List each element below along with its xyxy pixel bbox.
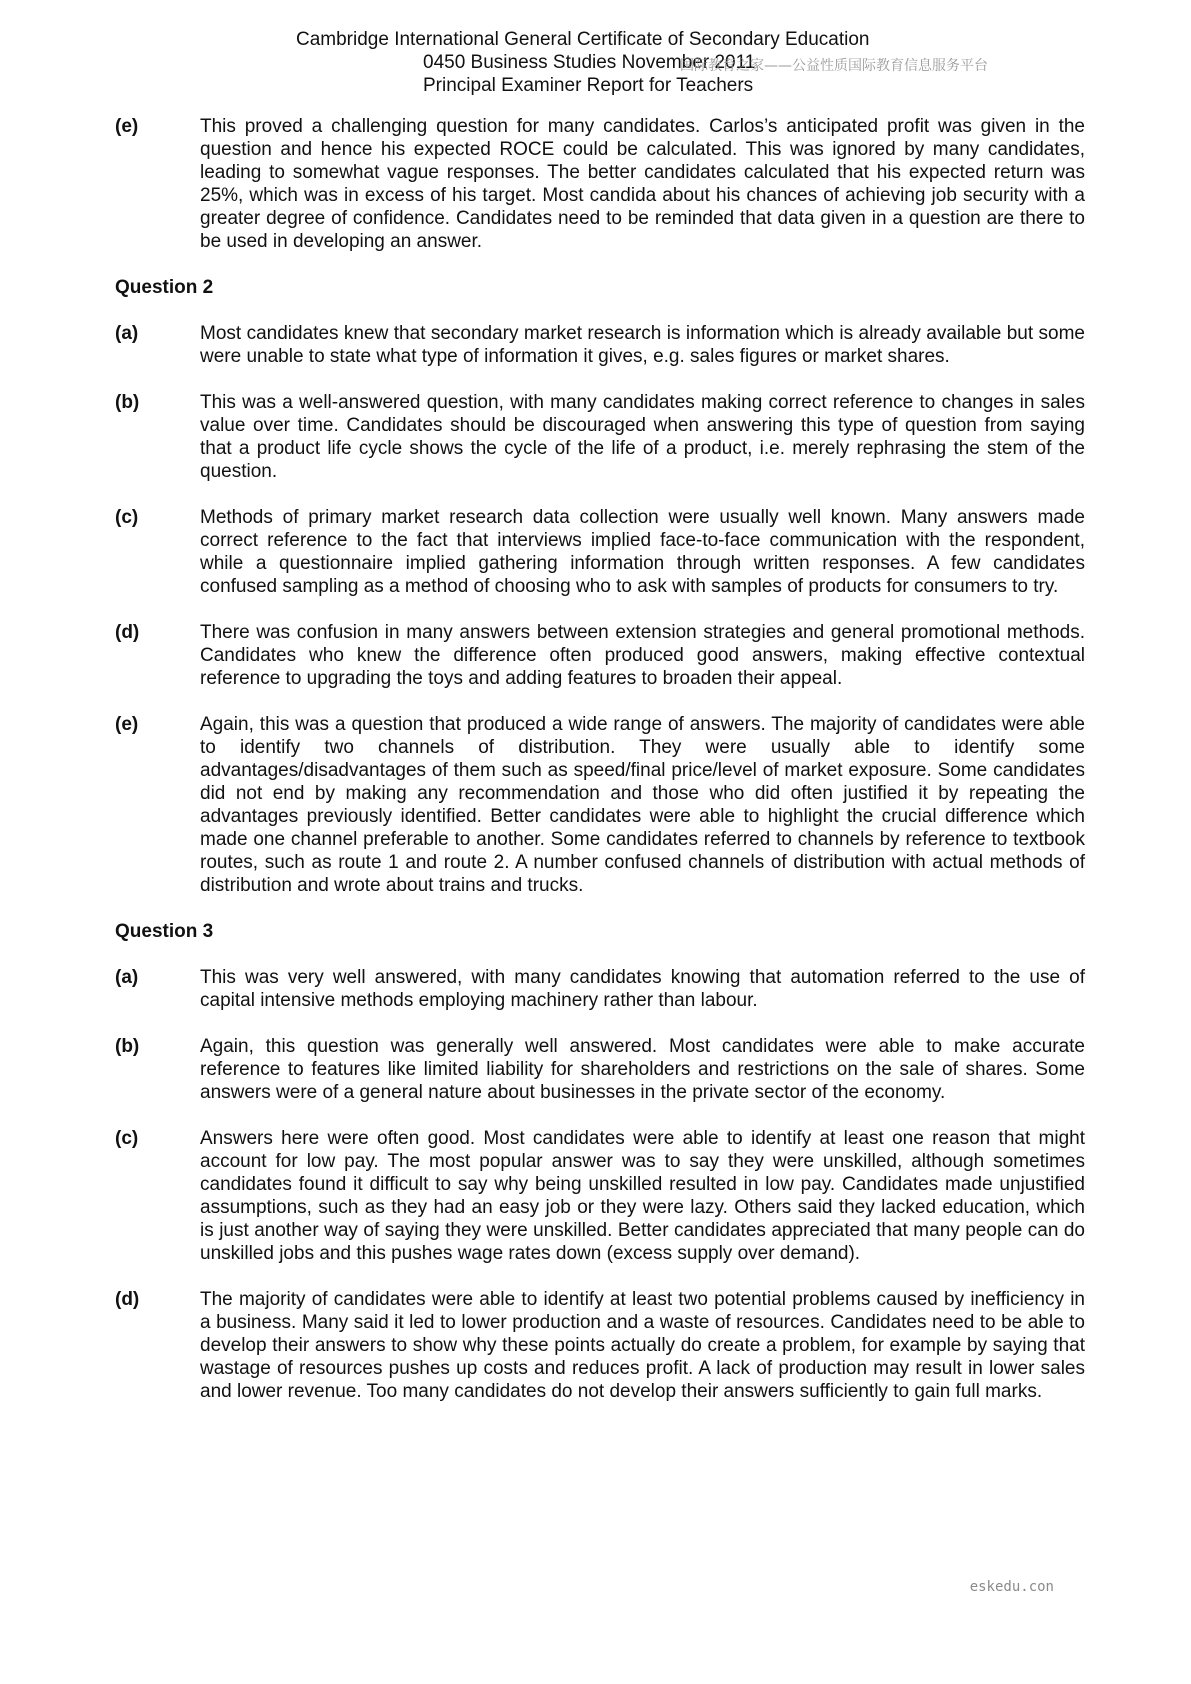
item-text: Answers here were often good. Most candidates were able to identify at least one reason that might account for low pay. The most popular answer was to say they were unskilled, although sometimes candidates found it difficult to say why being unskilled resulted in low pay. Candidates made unjustified assumptions, such as they had an easy job or they were lazy. Others said they lacked education, which is just another way of saying they were unskilled. Better candidates appreciated that many people can do unskilled jobs and this pushes wage rates down (excess supply over demand). bbox=[200, 1128, 1085, 1264]
footer-watermark: eskedu.con bbox=[969, 1579, 1054, 1595]
q2-e-item bbox=[115, 713, 1085, 897]
q3-d-item bbox=[115, 1288, 1085, 1403]
item-text: The majority of candidates were able to identify at least two potential problems caused by inefficiency in a business. Many said it led to lower production and a waste of resources. Candidates need to be able to develop their answers to show why these points actually do create a problem, for example by saying that wastage of resources pushes up costs and reduces profit. A lack of production may result in lower sales and lower revenue. Too many candidates do not develop their answers sufficiently to gain full marks. bbox=[200, 1289, 1085, 1402]
item-label: (d) bbox=[115, 622, 140, 643]
item-label: (a) bbox=[115, 967, 139, 988]
report-body bbox=[115, 115, 1085, 1426]
item-text: This proved a challenging question for many candidates. Carlos’s anticipated profit was given in the question and hence his expected ROCE could be calculated. This was ignored by many candidates, leading to somewhat vague responses. The better candidates calculated that his expected return was 25%, which was in excess of his target. Most candida about his chances of achieving job security with a greater degree of confidence. Candidates need to be reminded that data given in a question are there to be used in developing an answer. bbox=[200, 116, 1085, 252]
item-text: There was confusion in many answers between extension strategies and general promotional methods. Candidates who knew the difference often produced good answers, making effective contextual reference to upgrading the toys and adding features to broaden their appeal. bbox=[200, 622, 1085, 689]
item-label: (e) bbox=[115, 714, 139, 735]
q2-d-item bbox=[115, 621, 1085, 690]
item-label: (d) bbox=[115, 1289, 140, 1310]
item-label: (b) bbox=[115, 1036, 140, 1057]
item-label: (b) bbox=[115, 392, 140, 413]
watermark-text: 国际教育之家——公益性质国际教育信息服务平台 bbox=[680, 58, 988, 74]
item-text: Most candidates knew that secondary market research is information which is already available but some were unable to state what type of information it gives, e.g. sales figures or market shares. bbox=[200, 323, 1085, 367]
header-line-3: Principal Examiner Report for Teachers bbox=[423, 75, 754, 96]
item-text: Again, this was a question that produced a wide range of answers. The majority of candidates were able to identify two channels of distribution. They were usually able to identify some advantages/disadvantages of them such as speed/final price/level of market exposure. Some candidates did not end by making any recommendation and those who did often justified it by repeating the advantages previously identified. Better candidates were able to highlight the crucial difference which made one channel preferable to another. Some candidates referred to channels by reference to textbook routes, such as route 1 and route 2. A number confused channels of distribution with actual methods of distribution and wrote about trains and trucks. bbox=[200, 714, 1085, 896]
q3-a-item bbox=[115, 966, 1085, 1012]
header-line-1: Cambridge International General Certificate of Secondary Education bbox=[296, 29, 870, 50]
item-label: (e) bbox=[115, 116, 139, 137]
q3-c-item bbox=[115, 1127, 1085, 1265]
item-label: (c) bbox=[115, 507, 139, 528]
item-label: (c) bbox=[115, 1128, 139, 1149]
header-line-2: 0450 Business Studies November 2011 bbox=[423, 52, 756, 73]
q2-c-item bbox=[115, 506, 1085, 598]
item-text: Methods of primary market research data collection were usually well known. Many answers made correct reference to the fact that interviews implied face-to-face communication with the respondent, while a questionnaire implied gathering information through written responses. A few candidates confused sampling as a method of choosing who to ask with samples of products for consumers to try. bbox=[200, 507, 1085, 597]
q2-a-item bbox=[115, 322, 1085, 368]
item-text: Again, this question was generally well answered. Most candidates were able to make accurate reference to features like limited liability for shareholders and restrictions on the sale of shares. Some answers were of a general nature about businesses in the private sector of the economy. bbox=[200, 1036, 1085, 1103]
question-3-heading: Question 3 bbox=[115, 921, 214, 942]
item-label: (a) bbox=[115, 323, 139, 344]
q1-e-item bbox=[115, 115, 1085, 253]
q2-b-item bbox=[115, 391, 1085, 483]
question-2-heading: Question 2 bbox=[115, 277, 214, 298]
q3-b-item bbox=[115, 1035, 1085, 1104]
item-text: This was very well answered, with many candidates knowing that automation referred to the use of capital intensive methods employing machinery rather than labour. bbox=[200, 967, 1085, 1011]
item-text: This was a well-answered question, with many candidates making correct reference to changes in sales value over time. Candidates should be discouraged when answering this type of question from saying that a product life cycle shows the cycle of the life of a product, i.e. merely rephrasing the stem of the question. bbox=[200, 392, 1085, 482]
